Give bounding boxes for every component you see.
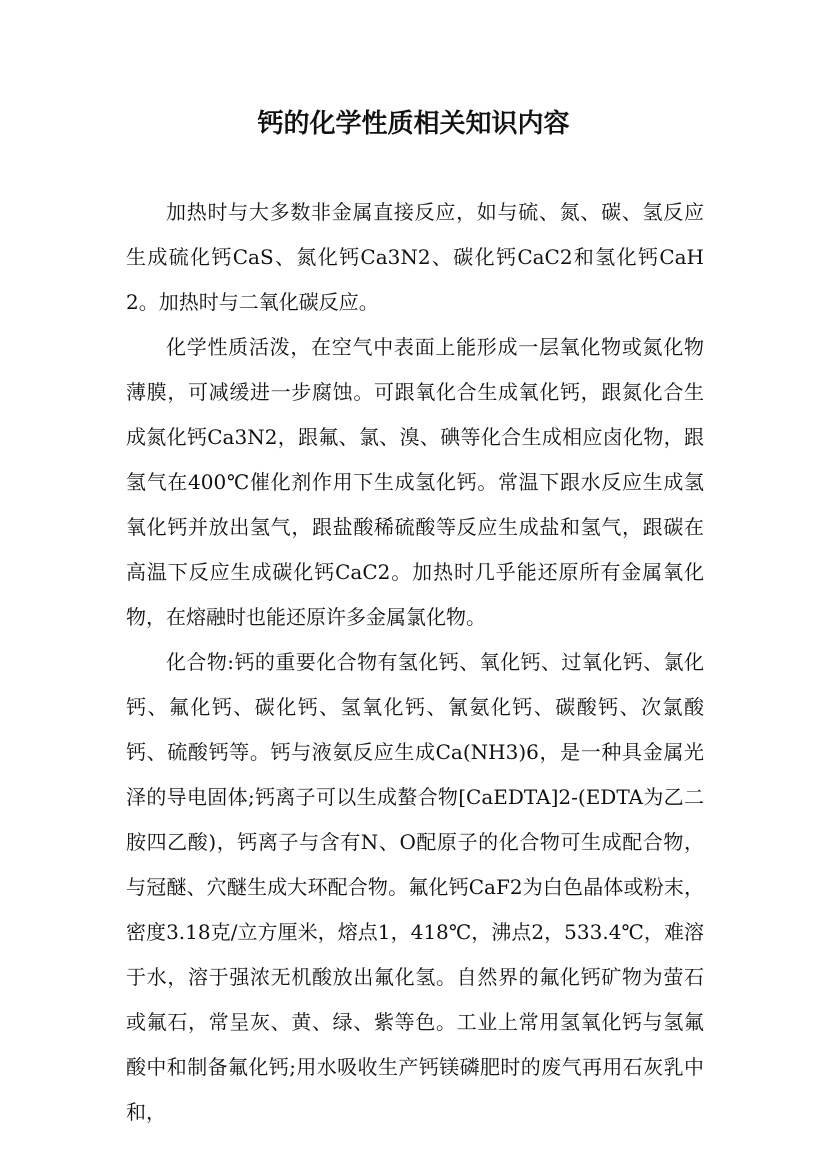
document-body xyxy=(126,190,704,1135)
document-title: 钙的化学性质相关知识内容 xyxy=(257,109,570,139)
paragraph-nonmetal-reactions: 加热时与大多数非金属直接反应，如与硫、氮、碳、氢反应生成硫化钙CaS、氮化钙Ca3N2、碳化钙CaC2和氢化钙CaH2。加热时与二氧化碳反应。 xyxy=(126,200,704,314)
paragraph-compounds: 化合物:钙的重要化合物有氢化钙、氧化钙、过氧化钙、氯化钙、氟化钙、碳化钙、氢氧化钙、氰氨化钙、碳酸钙、次氯酸钙、硫酸钙等。钙与液氨反应生成Ca(NH3)6，是一种具金属光泽的导电固体;钙离子可以生成螯合物[CaEDTA]2-(EDTA为乙二胺四乙酸)，钙离子与含有N、O配原子的化合物可生成配合物，与冠醚、穴醚生成大环配合物。氟化钙CaF2为白色晶体或粉末，密度3.18克/立方厘米，熔点1，418℃，沸点2，533.4℃，难溶于水，溶于强浓无机酸放出氟化氢。自然界的氟化钙矿物为萤石或氟石，常呈灰、黄、绿、紫等色。工业上常用氢氧化钙与氢氟酸中和制备氟化钙;用水吸收生产钙镁磷肥时的废气再用石灰乳中和， xyxy=(126,650,704,1124)
paragraph-chemical-properties: 化学性质活泼，在空气中表面上能形成一层氧化物或氮化物薄膜，可减缓进一步腐蚀。可跟氧化合生成氧化钙，跟氮化合生成氮化钙Ca3N2，跟氟、氯、溴、碘等化合生成相应卤化物，跟氢气在400℃催化剂作用下生成氢化钙。常温下跟水反应生成氢氧化钙并放出氢气，跟盐酸稀硫酸等反应生成盐和氢气，跟碳在高温下反应生成碳化钙CaC2。加热时几乎能还原所有金属氧化物，在熔融时也能还原许多金属氯化物。 xyxy=(126,335,704,629)
